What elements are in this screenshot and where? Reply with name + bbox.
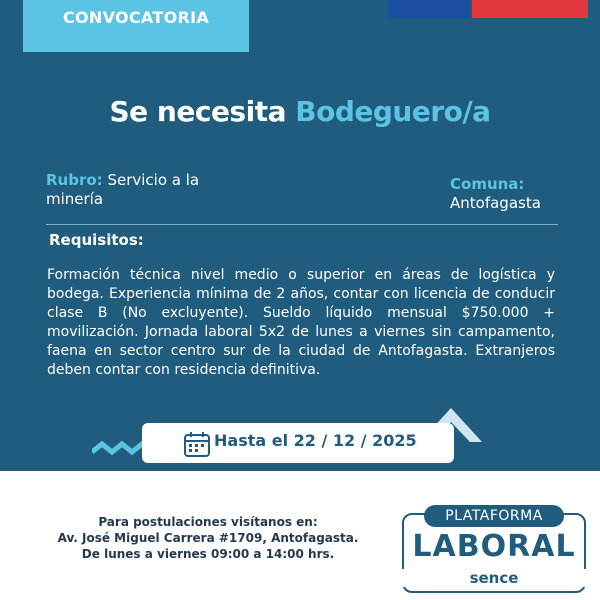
comuna-value: Antofagasta <box>450 194 541 212</box>
title-highlight: Bodeguero/a <box>295 95 491 128</box>
title-prefix: Se necesita <box>109 95 286 128</box>
contact-line-2: Av. José Miguel Carrera #1709, Antofagasta. <box>57 531 359 545</box>
logo-top-label: PLATAFORMA <box>424 505 564 527</box>
page-title <box>0 95 600 128</box>
requirements-text: Formación técnica nivel medio o superior en áreas de logística y bodega. Experiencia mínima de 2 años, contar con licencia de conducir clase B (No excluyente). Sueldo líquido mensual $750.000 + movilización. Jornada laboral 5x2 de lunes a viernes sin campamento, faena en sector centro sur de la ciudad de Antofagasta. Extranjeros deben contar con residencia definitiva. <box>47 267 555 378</box>
logo-sub-label: sence <box>402 569 586 587</box>
comuna-detail <box>450 175 541 213</box>
requirements-title: Requisitos: <box>49 231 144 249</box>
flag-blue-band <box>388 0 470 18</box>
contact-line-1: Para postulaciones visítanos en: <box>98 515 318 529</box>
convocatoria-tag: CONVOCATORIA <box>23 0 249 52</box>
flag-red-band <box>472 0 588 18</box>
contact-line-3: De lunes a viernes 09:00 a 14:00 hrs. <box>81 547 335 561</box>
deadline-badge <box>142 423 454 463</box>
rubro-value: Servicio a la minería <box>46 171 200 208</box>
chile-flag-stripe <box>388 0 588 18</box>
contact-info <box>28 514 388 562</box>
plataforma-laboral-logo <box>402 505 586 593</box>
section-divider <box>46 224 558 225</box>
calendar-icon <box>182 429 212 459</box>
deadline-text: Hasta el 22 / 12 / 2025 <box>214 431 417 450</box>
rubro-detail <box>46 171 256 209</box>
logo-main-label: LABORAL <box>412 529 576 564</box>
rubro-label: Rubro: <box>46 171 103 189</box>
comuna-label: Comuna: <box>450 175 525 193</box>
